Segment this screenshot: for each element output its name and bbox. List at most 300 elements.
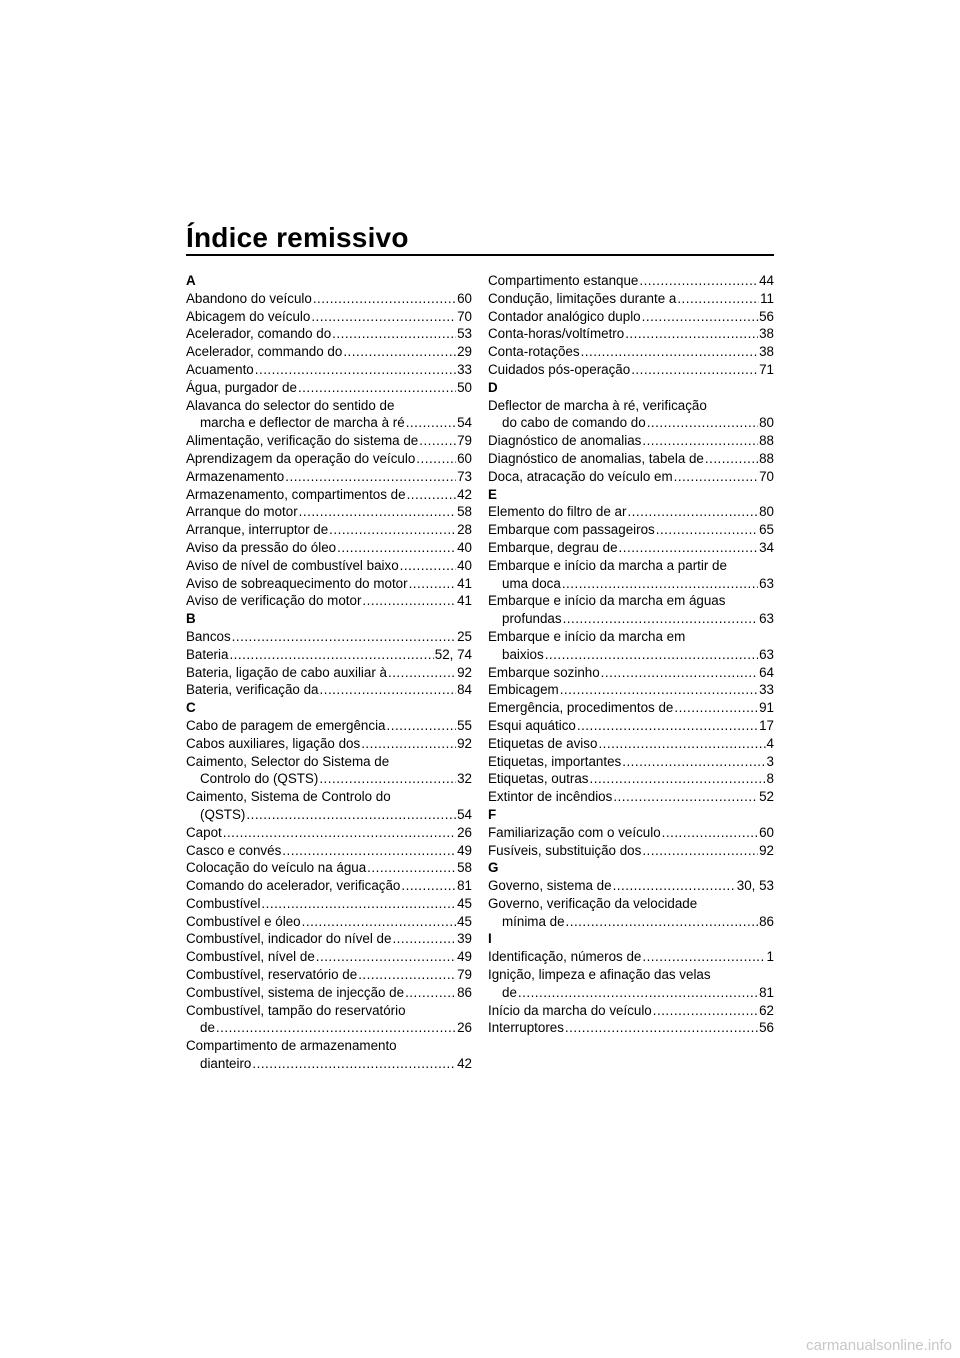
- index-entry: [186, 966, 472, 984]
- index-entry-page: 64: [759, 664, 774, 680]
- index-entry: [488, 770, 774, 788]
- index-entry: [186, 628, 472, 646]
- dot-leader: [320, 681, 457, 699]
- dot-leader: [311, 308, 456, 326]
- index-entry-continuation: mínima de: [502, 913, 565, 929]
- index-entry: [488, 503, 774, 521]
- index-entry-text: Doca, atracação do veículo em: [488, 468, 673, 484]
- dot-leader: [298, 379, 456, 397]
- index-entry-text: Aviso de nível de combustível baixo: [186, 557, 399, 573]
- index-entry-text: Etiquetas, outras: [488, 771, 589, 787]
- index-entry-continuation: de: [200, 1020, 215, 1036]
- index-entry-text: Bateria, verificação da: [186, 682, 319, 698]
- dot-leader: [622, 753, 765, 771]
- index-entry-text: Extintor de incêndios: [488, 789, 613, 805]
- dot-leader: [601, 664, 758, 682]
- index-entry: [488, 521, 774, 539]
- index-entry: [488, 753, 774, 771]
- index-entry-text: Combustível e óleo: [186, 913, 301, 929]
- index-entry-page: 44: [759, 273, 774, 288]
- index-entry-text: Diagnóstico de anomalias, tabela de: [488, 450, 704, 466]
- dot-leader: [400, 557, 456, 575]
- index-entry-page: 49: [457, 949, 472, 965]
- index-entry-continuation: baixios: [502, 646, 544, 662]
- index-entry: [488, 343, 774, 361]
- page-title: Índice remissivo: [186, 222, 409, 253]
- index-entry-page: 81: [759, 984, 774, 1000]
- dot-leader: [337, 539, 456, 557]
- index-entry: [186, 486, 472, 504]
- index-entry-page: 38: [759, 344, 774, 360]
- index-entry: [488, 468, 774, 486]
- dot-leader: [362, 592, 456, 610]
- index-entry-continuation: (QSTS): [200, 806, 246, 822]
- index-entry-page: 53: [457, 326, 472, 342]
- dot-leader: [229, 646, 433, 664]
- index-entry-page: 65: [759, 522, 774, 538]
- index-entry-text: Embarque e início da marcha em: [488, 628, 686, 644]
- dot-leader: [653, 1002, 758, 1020]
- index-entry-text: Compartimento de armazenamento: [186, 1038, 397, 1054]
- index-section-letter: I: [488, 931, 492, 947]
- index-entry-page: 62: [759, 1002, 774, 1018]
- index-entry-page: 52, 74: [434, 646, 472, 662]
- index-entry-page: 54: [457, 415, 472, 431]
- index-entry: [488, 1019, 774, 1037]
- index-entry-text: Ignição, limpeza e afinação das velas: [488, 967, 711, 983]
- index-entry: [488, 895, 774, 931]
- dot-leader: [674, 468, 759, 486]
- index-entry-page: 80: [759, 504, 774, 520]
- index-entry-continuation: profundas: [502, 611, 562, 627]
- index-entry-continuation: marcha e deflector de marcha à ré: [200, 415, 405, 431]
- dot-leader: [329, 521, 456, 539]
- index-entry: [488, 681, 774, 699]
- index-entry-text: Cabo de paragem de emergência: [186, 717, 386, 733]
- index-entry-page: 91: [759, 700, 774, 716]
- index-entry-page: 92: [457, 664, 472, 680]
- index-entry: [488, 539, 774, 557]
- index-entry-page: 56: [759, 1020, 774, 1036]
- index-entry: [488, 948, 774, 966]
- dot-leader: [625, 325, 758, 343]
- index-section-letter: C: [186, 700, 196, 716]
- dot-leader: [343, 343, 456, 361]
- dot-leader: [642, 948, 765, 966]
- dot-leader: [285, 468, 456, 486]
- dot-leader: [563, 610, 759, 628]
- index-entry-page: 92: [759, 842, 774, 858]
- index-entry: [488, 842, 774, 860]
- dot-leader: [302, 913, 456, 931]
- index-entry: [488, 699, 774, 717]
- index-entry-text: Combustível, reservatório de: [186, 967, 358, 983]
- index-entry: [186, 468, 472, 486]
- index-entry: [186, 290, 472, 308]
- index-entry-text: Cuidados pós-operação: [488, 361, 631, 377]
- index-entry-page: 34: [759, 539, 774, 555]
- index-entry-text: Embicagem: [488, 682, 559, 698]
- index-entry: [186, 948, 472, 966]
- index-entry-text: Compartimento estanque: [488, 273, 639, 288]
- index-entry-page: 25: [457, 628, 472, 644]
- index-entry-text: Capot: [186, 824, 222, 840]
- index-entry: [186, 895, 472, 913]
- index-entry-text: Aviso da pressão do óleo: [186, 539, 337, 555]
- index-entry-text: Governo, sistema de: [488, 878, 612, 894]
- index-entry-page: 80: [759, 415, 774, 431]
- index-entry-text: Bateria: [186, 646, 229, 662]
- index-entry: [186, 592, 472, 610]
- dot-leader: [518, 984, 758, 1002]
- index-column-left: [186, 272, 472, 1073]
- index-entry: [186, 1037, 472, 1073]
- index-entry: [186, 343, 472, 361]
- index-entry-text: Diagnóstico de anomalias: [488, 433, 642, 449]
- dot-leader: [598, 735, 765, 753]
- index-entry: [186, 575, 472, 593]
- index-entry-text: Casco e convés: [186, 842, 282, 858]
- index-entry-text: Bancos: [186, 628, 231, 644]
- index-entry: [488, 877, 774, 895]
- index-entry-page: 79: [457, 967, 472, 983]
- index-entry: [488, 325, 774, 343]
- index-section-letter: B: [186, 611, 196, 627]
- index-entry-text: Acelerador, commando do: [186, 344, 343, 360]
- index-entry-page: 45: [457, 895, 472, 911]
- dot-leader: [631, 361, 758, 379]
- index-entry-text: Embarque sozinho: [488, 664, 600, 680]
- index-entry: [488, 1002, 774, 1020]
- index-entry: [186, 842, 472, 860]
- dot-leader: [216, 1019, 456, 1037]
- index-entry-page: 11: [760, 290, 774, 306]
- index-entry-text: Cabos auxiliares, ligação dos: [186, 735, 361, 751]
- index-entry-page: 26: [457, 824, 472, 840]
- index-entry-page: 40: [457, 539, 472, 555]
- index-entry-text: Arranque, interruptor de: [186, 522, 329, 538]
- dot-leader: [246, 806, 456, 824]
- index-entry: [186, 824, 472, 842]
- index-entry-page: 17: [759, 717, 774, 733]
- index-entry-text: Combustível, sistema de injecção de: [186, 984, 405, 1000]
- index-entry-text: Acelerador, comando do: [186, 326, 332, 342]
- index-entry: [186, 646, 472, 664]
- index-entry-page: 79: [457, 433, 472, 449]
- index-entry-text: Fusíveis, substituição dos: [488, 842, 642, 858]
- index-entry-text: Aviso de sobreaquecimento do motor: [186, 575, 408, 591]
- index-entry-text: Combustível, tampão do reservatório: [186, 1002, 406, 1018]
- index-entry: [488, 966, 774, 1002]
- index-entry-page: 88: [759, 433, 774, 449]
- index-entry-text: Arranque do motor: [186, 504, 298, 520]
- index-entry: [186, 717, 472, 735]
- index-entry: [186, 877, 472, 895]
- dot-leader: [319, 770, 456, 788]
- index-entry: [186, 432, 472, 450]
- index-entry-page: 33: [457, 361, 472, 377]
- index-entry: [488, 664, 774, 682]
- index-entry-page: 55: [457, 717, 472, 733]
- index-entry-text: Aprendizagem da operação do veículo: [186, 450, 416, 466]
- index-entry: [488, 717, 774, 735]
- title-divider: [186, 254, 774, 256]
- index-entry-continuation: do cabo de comando do: [502, 415, 646, 431]
- watermark: carmanualsonline.info: [806, 1337, 952, 1354]
- dot-leader: [705, 450, 758, 468]
- index-entry-page: 33: [759, 682, 774, 698]
- index-entry-text: Combustível: [186, 895, 261, 911]
- index-entry-text: Caimento, Selector do Sistema de: [186, 753, 390, 769]
- dot-leader: [332, 325, 456, 343]
- dot-leader: [261, 895, 456, 913]
- index-entry-page: 88: [759, 450, 774, 466]
- index-entry-text: Comando do acelerador, verificação: [186, 878, 401, 894]
- index-entry: [186, 361, 472, 379]
- index-entry-text: Esqui aquático: [488, 717, 576, 733]
- index-entry: [186, 930, 472, 948]
- index-entry-text: Deflector de marcha à ré, verificação: [488, 397, 707, 413]
- index-entry-page: 30, 53: [736, 878, 774, 894]
- index-entry-text: Aviso de verificação do motor: [186, 593, 362, 609]
- index-entry: [186, 397, 472, 433]
- index-entry: [488, 432, 774, 450]
- index-entry: [186, 788, 472, 824]
- index-entry-page: 1: [766, 949, 774, 965]
- index-entry-text: Familiarização com o veículo: [488, 824, 661, 840]
- index-entry-text: Abicagem do veículo: [186, 308, 311, 324]
- index-entry-page: 41: [457, 593, 472, 609]
- dot-leader: [387, 717, 457, 735]
- index-entry-text: Armazenamento, compartimentos de: [186, 486, 406, 502]
- index-entry-text: Emergência, procedimentos de: [488, 700, 674, 716]
- index-entry-page: 42: [457, 486, 472, 502]
- index-entry-page: 49: [457, 842, 472, 858]
- index-entry: [186, 450, 472, 468]
- index-entry-text: Bateria, ligação de cabo auxiliar à: [186, 664, 387, 680]
- index-entry-page: 60: [759, 824, 774, 840]
- index-entry-continuation: uma doca: [502, 575, 561, 591]
- index-entry-text: Abandono do veículo: [186, 290, 312, 306]
- dot-leader: [674, 699, 758, 717]
- dot-leader: [392, 930, 456, 948]
- index-entry: [186, 1002, 472, 1038]
- index-section-letter: E: [488, 486, 497, 502]
- index-entry-page: 40: [457, 557, 472, 573]
- dot-leader: [252, 1055, 456, 1073]
- dot-leader: [642, 308, 758, 326]
- dot-leader: [639, 272, 758, 290]
- index-entry-page: 29: [457, 344, 472, 360]
- index-entry-text: Identificação, números de: [488, 949, 642, 965]
- index-entry-page: 60: [457, 450, 472, 466]
- dot-leader: [388, 664, 456, 682]
- index-entry: [186, 984, 472, 1002]
- dot-leader: [358, 966, 456, 984]
- index-entry-page: 58: [457, 860, 472, 876]
- index-entry-text: Governo, verificação da velocidade: [488, 895, 698, 911]
- dot-leader: [560, 681, 758, 699]
- dot-leader: [562, 575, 758, 593]
- index-entry: [186, 503, 472, 521]
- index-entry-text: Armazenamento: [186, 468, 285, 484]
- index-entry: [186, 859, 472, 877]
- index-entry-page: 58: [457, 504, 472, 520]
- dot-leader: [613, 788, 758, 806]
- index-entry-page: 92: [457, 735, 472, 751]
- index-entry: [186, 735, 472, 753]
- index-entry-page: 52: [759, 789, 774, 805]
- index-entry-page: 63: [759, 575, 774, 591]
- index-entry-page: 63: [759, 646, 774, 662]
- dot-leader: [223, 824, 456, 842]
- index-entry-page: 71: [759, 361, 774, 377]
- index-entry-text: Etiquetas de aviso: [488, 735, 598, 751]
- index-entry-page: 39: [457, 931, 472, 947]
- dot-leader: [405, 984, 456, 1002]
- index-entry: [488, 788, 774, 806]
- index-entry: [488, 397, 774, 433]
- index-entry-text: Combustível, indicador do nível de: [186, 931, 392, 947]
- index-entry-text: Água, purgador de: [186, 379, 297, 395]
- index-entry-page: 70: [759, 468, 774, 484]
- index-entry: [488, 272, 774, 290]
- index-entry-page: 50: [457, 379, 472, 395]
- dot-leader: [613, 877, 736, 895]
- index-section-letter: G: [488, 860, 499, 876]
- dot-leader: [677, 290, 759, 308]
- index-entry-page: 41: [457, 575, 472, 591]
- index-entry-text: Início da marcha do veículo: [488, 1002, 652, 1018]
- dot-leader: [401, 877, 456, 895]
- index-entry: [186, 379, 472, 397]
- dot-leader: [406, 414, 456, 432]
- index-entry: [186, 681, 472, 699]
- index-entry-text: Conta-rotações: [488, 344, 580, 360]
- dot-leader: [419, 432, 456, 450]
- dot-leader: [407, 486, 457, 504]
- index-entry-text: Caimento, Sistema de Controlo do: [186, 789, 391, 805]
- index-entry-page: 28: [457, 522, 472, 538]
- index-entry-page: 3: [766, 753, 774, 769]
- index-entry: [186, 539, 472, 557]
- dot-leader: [316, 948, 456, 966]
- dot-leader: [627, 503, 758, 521]
- dot-leader: [416, 450, 456, 468]
- index-entry: [488, 450, 774, 468]
- index-entry-text: Elemento do filtro de ar: [488, 504, 627, 520]
- index-entry: [488, 628, 774, 664]
- index-entry: [186, 521, 472, 539]
- index-entry-page: 73: [457, 468, 472, 484]
- index-entry: [488, 735, 774, 753]
- dot-leader: [647, 414, 758, 432]
- index-entry-page: 4: [766, 735, 774, 751]
- dot-leader: [577, 717, 758, 735]
- index-entry-text: Contador analógico duplo: [488, 308, 641, 324]
- index-entry-text: Conta-horas/voltímetro: [488, 326, 625, 342]
- index-entry-page: 8: [766, 771, 774, 787]
- dot-leader: [255, 361, 456, 379]
- index-entry-page: 63: [759, 611, 774, 627]
- index-entry: [186, 557, 472, 575]
- dot-leader: [367, 859, 456, 877]
- dot-leader: [656, 521, 758, 539]
- index-entry: [488, 308, 774, 326]
- dot-leader: [409, 575, 457, 593]
- index-entry: [488, 557, 774, 593]
- index-entry-continuation: dianteiro: [200, 1056, 252, 1072]
- index-entry-text: Interruptores: [488, 1020, 564, 1036]
- index-entry: [488, 592, 774, 628]
- dot-leader: [282, 842, 456, 860]
- dot-leader: [662, 824, 758, 842]
- dot-leader: [313, 290, 456, 308]
- dot-leader: [590, 770, 766, 788]
- index-entry-text: Alavanca do selector do sentido de: [186, 397, 395, 413]
- index-entry-page: 86: [759, 913, 774, 929]
- index-entry-text: Acuamento: [186, 361, 254, 377]
- index-entry-page: 38: [759, 326, 774, 342]
- index-entry-page: 26: [457, 1020, 472, 1036]
- index-entry-page: 42: [457, 1056, 472, 1072]
- index-entry: [186, 753, 472, 789]
- index-entry: [186, 913, 472, 931]
- dot-leader: [581, 343, 759, 361]
- dot-leader: [642, 842, 758, 860]
- index-entry-page: 56: [759, 308, 774, 324]
- index-entry: [186, 664, 472, 682]
- index-entry: [488, 824, 774, 842]
- index-entry: [488, 290, 774, 308]
- index-section-letter: F: [488, 806, 497, 822]
- index-entry: [186, 308, 472, 326]
- index-entry-page: 32: [457, 771, 472, 787]
- index-entry-page: 45: [457, 913, 472, 929]
- index-entry-continuation: de: [502, 984, 517, 1000]
- index-entry-text: Embarque e início da marcha em águas: [488, 593, 726, 609]
- index-entry-text: Embarque com passageiros: [488, 522, 655, 538]
- index-entry-page: 60: [457, 290, 472, 306]
- index-entry: [186, 325, 472, 343]
- index-entry-page: 70: [457, 308, 472, 324]
- index-entry-text: Condução, limitações durante a: [488, 290, 677, 306]
- dot-leader: [642, 432, 758, 450]
- index-entry-continuation: Controlo do (QSTS): [200, 771, 319, 787]
- index-entry-text: Embarque e início da marcha a partir de: [488, 557, 727, 573]
- dot-leader: [566, 913, 759, 931]
- dot-leader: [232, 628, 456, 646]
- index-entry-text: Etiquetas, importantes: [488, 753, 622, 769]
- index-entry: [488, 361, 774, 379]
- dot-leader: [545, 646, 758, 664]
- index-entry-text: Colocação do veículo na água: [186, 860, 367, 876]
- dot-leader: [619, 539, 759, 557]
- index-entry-text: Alimentação, verificação do sistema de: [186, 433, 419, 449]
- dot-leader: [361, 735, 456, 753]
- dot-leader: [565, 1019, 758, 1037]
- index-section-letter: A: [186, 273, 196, 288]
- index-entry-page: 54: [457, 806, 472, 822]
- index-column-right: [488, 272, 774, 1037]
- index-entry-page: 81: [457, 878, 472, 894]
- index-section-letter: D: [488, 379, 498, 395]
- index-entry-page: 84: [457, 682, 472, 698]
- index-entry-page: 86: [457, 984, 472, 1000]
- dot-leader: [299, 503, 456, 521]
- index-entry-text: Embarque, degrau de: [488, 539, 618, 555]
- index-entry-text: Combustível, nível de: [186, 949, 315, 965]
